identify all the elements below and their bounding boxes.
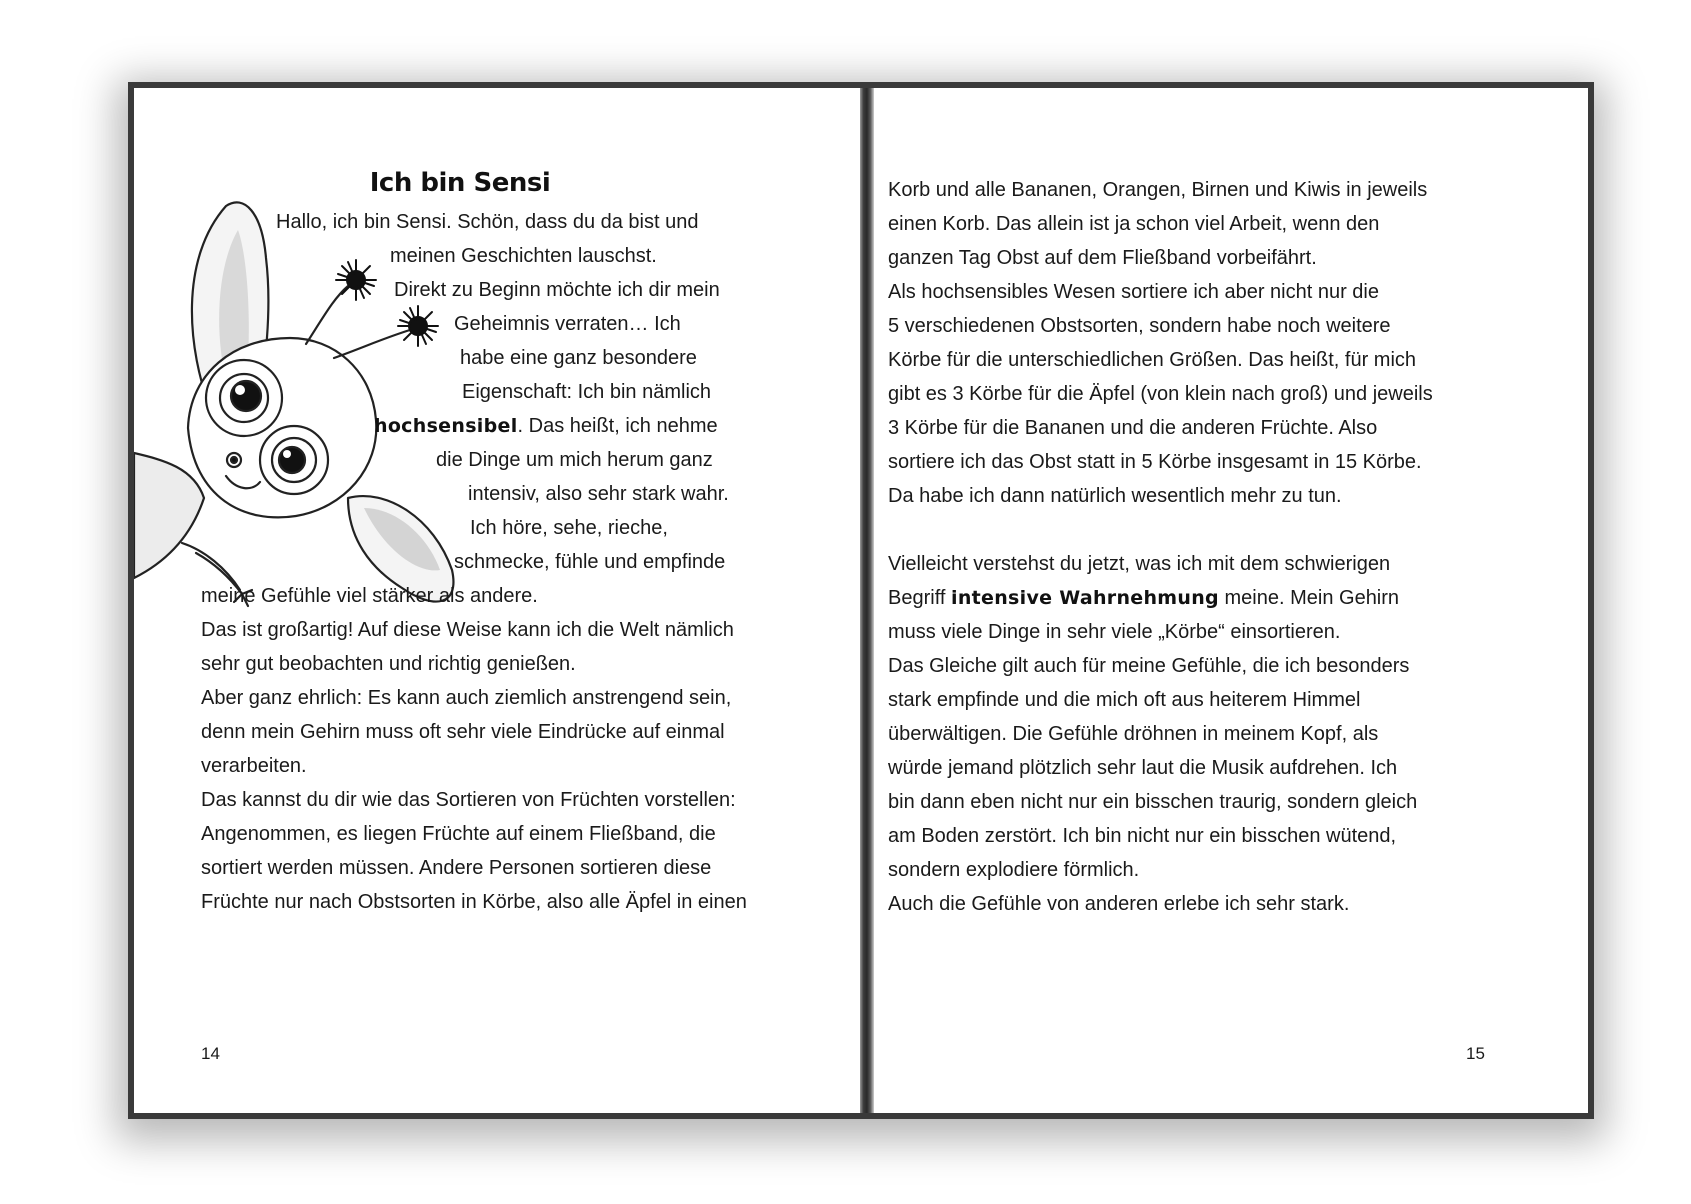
book-spine (860, 88, 874, 1113)
text-line: stark empfinde und die mich oft aus heiterem Himmel (888, 689, 1361, 711)
text-line: 5 verschiedenen Obstsorten, sondern habe noch weitere (888, 315, 1391, 337)
text-line: einen Korb. Das allein ist ja schon viel Arbeit, wenn den (888, 213, 1380, 235)
text-line: am Boden zerstört. Ich bin nicht nur ein bisschen wütend, (888, 825, 1397, 847)
text-line: Hallo, ich bin Sensi. Schön, dass du da bist und (276, 211, 699, 233)
left-page (134, 88, 860, 1113)
text-line: bin dann eben nicht nur ein bisschen traurig, sondern gleich (888, 791, 1418, 813)
text-line: muss viele Dinge in sehr viele „Körbe“ einsortieren. (888, 621, 1341, 643)
text-line: verarbeiten. (201, 755, 307, 777)
text-line: sortiert werden müssen. Andere Personen sortieren diese (201, 857, 712, 879)
text-fragment: . Das heißt, ich nehme (517, 415, 718, 437)
text-fragment: meine. Mein Gehirn (1224, 587, 1400, 609)
text-line: Eigenschaft: Ich bin nämlich (462, 381, 712, 403)
text-line: sortiere ich das Obst statt in 5 Körbe insgesamt in 15 Körbe. (888, 451, 1422, 473)
text-line: Auch die Gefühle von anderen erlebe ich sehr stark. (888, 893, 1350, 915)
text-line: Direkt zu Beginn möchte ich dir mein (394, 279, 720, 301)
text-line: überwältigen. Die Gefühle dröhnen in meinem Kopf, als (888, 723, 1379, 745)
text-line: Da habe ich dann natürlich wesentlich mehr zu tun. (888, 485, 1342, 507)
text-line: schmecke, fühle und empfinde (454, 551, 726, 573)
text-line: Das Gleiche gilt auch für meine Gefühle, die ich besonders (888, 655, 1410, 677)
text-line: Als hochsensibles Wesen sortiere ich aber nicht nur die (888, 281, 1379, 303)
text-line: Geheimnis verraten… Ich (454, 313, 681, 335)
text-line: sondern explodiere förmlich. (888, 859, 1140, 881)
text-line: die Dinge um mich herum ganz (436, 449, 713, 471)
highlighted-term: hochsensibel (374, 415, 518, 437)
text-line: Körbe für die unterschiedlichen Größen. Das heißt, für mich (888, 349, 1417, 371)
text-line: würde jemand plötzlich sehr laut die Musik aufdrehen. Ich (888, 757, 1398, 779)
text-line: Das kannst du dir wie das Sortieren von Früchten vorstellen: (201, 789, 736, 811)
text-line: Früchte nur nach Obstsorten in Körbe, also alle Äpfel in einen (201, 891, 747, 913)
text-line: gibt es 3 Körbe für die Äpfel (von klein nach groß) und jeweils (888, 383, 1433, 405)
text-line: Vielleicht verstehst du jetzt, was ich mit dem schwierigen (888, 553, 1391, 575)
text-line: Aber ganz ehrlich: Es kann auch ziemlich anstrengend sein, (201, 687, 732, 709)
highlighted-term: intensive Wahrnehmung (951, 587, 1219, 609)
text-line: Das ist großartig! Auf diese Weise kann ich die Welt nämlich (201, 619, 734, 641)
text-line: Angenommen, es liegen Früchte auf einem Fließband, die (201, 823, 716, 845)
text-line: Ich höre, sehe, rieche, (470, 517, 668, 539)
page-number-right: 15 (1466, 1044, 1485, 1063)
text-line: intensiv, also sehr stark wahr. (468, 483, 729, 505)
text-line: ganzen Tag Obst auf dem Fließband vorbeifährt. (888, 247, 1317, 269)
text-fragment: Begriff (888, 587, 946, 609)
text-line: 3 Körbe für die Bananen und die anderen Früchte. Also (888, 417, 1378, 439)
text-line: Korb und alle Bananen, Orangen, Birnen und Kiwis in jeweils (888, 179, 1428, 201)
text-line: habe eine ganz besondere (460, 347, 697, 369)
text-line: meinen Geschichten lauschst. (390, 245, 657, 267)
text-line: meine Gefühle viel stärker als andere. (201, 585, 538, 607)
text-line: sehr gut beobachten und richtig genießen. (201, 653, 576, 675)
text-line: denn mein Gehirn muss oft sehr viele Eindrücke auf einmal (201, 721, 725, 743)
right-page (874, 88, 1588, 1113)
text-line (374, 412, 718, 440)
page-number-left: 14 (201, 1044, 220, 1063)
text-line (888, 584, 1399, 612)
chapter-title: Ich bin Sensi (369, 168, 551, 198)
open-book (128, 82, 1594, 1119)
